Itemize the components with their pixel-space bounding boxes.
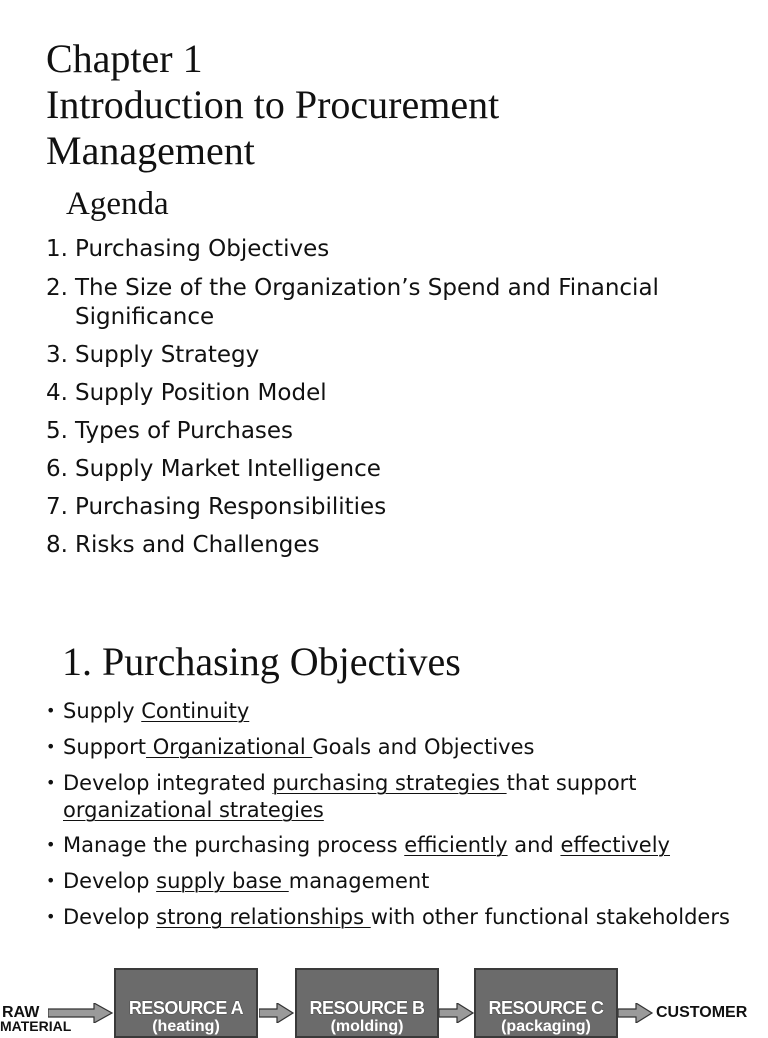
bullet-dot: • xyxy=(46,701,56,720)
bullet-text: Develop integrated xyxy=(63,771,273,795)
bullet-emphasis: Continuity xyxy=(141,699,250,723)
bullet-dot: • xyxy=(46,907,56,926)
bullet-emphasis: purchasing strategies xyxy=(272,771,507,795)
bullet-continuation: organizational strategies xyxy=(63,798,324,822)
resource-sub: (molding) xyxy=(330,1018,404,1035)
agenda-item-6 xyxy=(46,455,381,484)
bullet-item-2 xyxy=(46,733,534,761)
bullet-item-6 xyxy=(46,903,730,931)
agenda-item-text: Purchasing Objectives xyxy=(75,236,330,262)
bullet-text: Goals and Objectives xyxy=(312,735,535,759)
bullet-item-1 xyxy=(46,697,249,725)
chapter-title-line-3: Management xyxy=(46,128,255,173)
agenda-item-number: 5. xyxy=(46,418,68,444)
agenda-item-text: Types of Purchases xyxy=(75,418,294,444)
bullet-emphasis: strong relationships xyxy=(156,905,371,929)
agenda-item-text: The Size of the Organization’s Spend and Financial xyxy=(75,275,659,301)
bullet-text: with other functional stakeholders xyxy=(370,905,730,929)
agenda-item-number: 4. xyxy=(46,380,68,406)
agenda-item-number: 3. xyxy=(46,342,68,368)
process-flow-diagram xyxy=(0,960,768,1035)
agenda-item-7 xyxy=(46,493,386,522)
bullet-text: Supply xyxy=(63,699,142,723)
bullet-dot: • xyxy=(46,835,56,854)
agenda-item-text: Supply Strategy xyxy=(75,342,260,368)
agenda-item-number: 1. xyxy=(46,236,68,262)
bullet-text: Manage the purchasing process xyxy=(63,833,405,857)
agenda-heading: Agenda xyxy=(66,186,169,222)
agenda-item-number: 8. xyxy=(46,532,68,558)
raw-material-label: RAW xyxy=(2,1004,40,1021)
arrow-right-icon xyxy=(259,1003,295,1023)
agenda-item-text: Risks and Challenges xyxy=(75,532,320,558)
bullet-emphasis: Organizational xyxy=(146,735,313,759)
resource-name: RESOURCE C xyxy=(488,998,604,1018)
bullet-text: Develop xyxy=(63,905,157,929)
arrow-right-icon xyxy=(618,1003,654,1023)
raw-material-label-line-2: MATERIAL xyxy=(0,1018,72,1034)
bullet-dot: • xyxy=(46,737,56,756)
resource-c-box xyxy=(474,968,618,1038)
bullet-item-5 xyxy=(46,867,429,895)
arrow-right-icon xyxy=(48,1003,114,1023)
bullet-text: and xyxy=(507,833,561,857)
bullet-emphasis: efficiently xyxy=(404,833,508,857)
resource-name: RESOURCE B xyxy=(309,998,425,1018)
bullet-dot: • xyxy=(46,773,56,792)
agenda-item-continuation: Significance xyxy=(75,304,215,330)
slide-title: 1. Purchasing Objectives xyxy=(62,639,461,684)
resource-b-box xyxy=(295,968,439,1038)
agenda-item-1 xyxy=(46,235,329,264)
bullet-item-3 xyxy=(46,769,637,824)
bullet-text: management xyxy=(288,869,430,893)
agenda-item-4 xyxy=(46,379,327,408)
bullet-emphasis: effectively xyxy=(560,833,670,857)
customer-label: CUSTOMER xyxy=(656,1004,748,1021)
bullet-text: that support xyxy=(506,771,637,795)
arrow-right-icon xyxy=(439,1003,475,1023)
agenda-item-number: 7. xyxy=(46,494,68,520)
agenda-item-text: Supply Market Intelligence xyxy=(75,456,381,482)
agenda-item-2 xyxy=(46,274,659,332)
agenda-item-5 xyxy=(46,417,293,446)
chapter-title-line-1: Chapter 1 xyxy=(46,36,203,81)
agenda-item-8 xyxy=(46,531,320,560)
bullet-item-4 xyxy=(46,831,670,859)
bullet-emphasis: supply base xyxy=(156,869,289,893)
resource-name: RESOURCE A xyxy=(128,998,244,1018)
bullet-text: Support xyxy=(63,735,147,759)
agenda-item-3 xyxy=(46,341,259,370)
agenda-item-text: Purchasing Responsibilities xyxy=(75,494,387,520)
chapter-title-line-2: Introduction to Procurement xyxy=(46,82,500,127)
bullet-text: Develop xyxy=(63,869,157,893)
bullet-dot: • xyxy=(46,871,56,890)
agenda-item-number: 6. xyxy=(46,456,68,482)
resource-sub: (packaging) xyxy=(501,1018,591,1035)
resource-a-box xyxy=(114,968,258,1038)
resource-sub: (heating) xyxy=(152,1018,220,1035)
agenda-item-text: Supply Position Model xyxy=(75,380,327,406)
agenda-item-number: 2. xyxy=(46,275,68,301)
